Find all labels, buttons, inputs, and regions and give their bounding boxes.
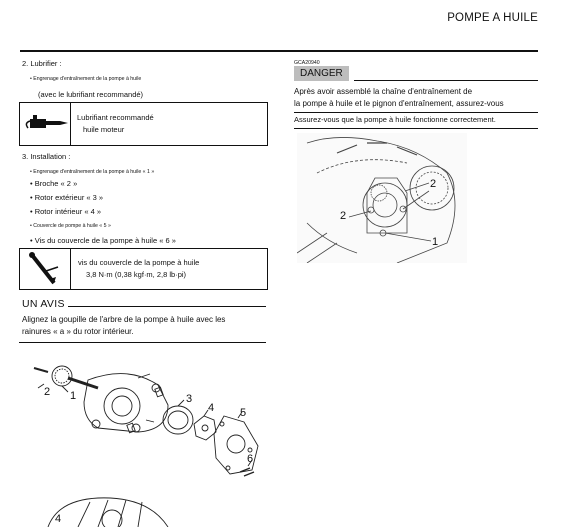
header-rule: [20, 50, 538, 52]
lubricant-box: [19, 102, 268, 146]
danger-rule: [354, 80, 538, 81]
oil-can-cell: [20, 103, 71, 145]
avis-line1: Alignez la goupille de l'arbre de la pompe à huile avec les: [22, 315, 226, 324]
install-item-5: • Couvercle de pompe à huile « 5 »: [30, 223, 111, 229]
danger-code: GCA20940: [294, 60, 320, 66]
avis-rule: [68, 306, 266, 307]
avis-bottom-rule: [19, 342, 266, 343]
danger-mid-rule: [294, 112, 538, 113]
avis-line2: rainures « a » du rotor intérieur.: [22, 327, 134, 336]
torque-line2: 3,8 N·m (0,38 kgf·m, 2,8 lb·pi): [86, 270, 187, 279]
oil-can-icon: [20, 103, 70, 145]
avis-title: UN AVIS: [22, 298, 65, 310]
figure-label-4b: 4: [55, 513, 62, 525]
install-item-3: • Rotor extérieur « 3 »: [30, 193, 104, 202]
installation-heading: 3. Installation :: [22, 152, 71, 161]
engine-photo-drawing: [297, 133, 467, 263]
photo-label-1: 1: [432, 236, 439, 248]
torque-wrench-icon: [20, 249, 70, 289]
engine-photo: [297, 133, 467, 263]
figure-label-2: 2: [44, 386, 51, 398]
page-title: POMPE A HUILE: [447, 12, 538, 24]
install-item-1: • Engrenage d'entraînement de la pompe à huile « 1 »: [30, 169, 155, 175]
danger-line1: Après avoir assemblé la chaîne d'entraînement de: [294, 87, 473, 96]
figure-label-3: 3: [186, 393, 193, 405]
photo-label-2a: 2: [430, 178, 437, 190]
lubrifier-item: • Engrenage d'entraînement de la pompe à huile: [30, 76, 142, 82]
danger-bottom-rule: [294, 128, 538, 129]
figure-label-1: 1: [70, 390, 77, 402]
install-item-2: • Broche « 2 »: [30, 179, 78, 188]
lubrifier-heading: 2. Lubrifier :: [22, 59, 62, 68]
photo-label-2b: 2: [340, 210, 347, 222]
torque-icon-cell: [20, 249, 71, 289]
install-item-6: • Vis du couvercle de la pompe à huile « 6 »: [30, 236, 176, 245]
lubrifier-note: (avec le lubrifiant recommandé): [38, 90, 144, 99]
install-item-4: • Rotor intérieur « 4 »: [30, 207, 101, 216]
figure-label-6: 6: [247, 453, 254, 465]
danger-label: DANGER: [294, 66, 349, 81]
lubricant-line2: huile moteur: [83, 125, 125, 134]
exploded-pump-diagram: [18, 350, 268, 527]
figure-label-5: 5: [240, 407, 247, 419]
torque-line1: vis du couvercle de la pompe à huile: [78, 258, 200, 267]
figure-label-4: 4: [208, 402, 215, 414]
lubricant-line1: Lubrifiant recommandé: [77, 113, 154, 122]
torque-box: [19, 248, 268, 290]
danger-line3: Assurez-vous que la pompe à huile fonctionne correctement.: [294, 115, 496, 124]
danger-line2: la pompe à huile et le pignon d'entraînement, assurez-vous: [294, 99, 504, 108]
